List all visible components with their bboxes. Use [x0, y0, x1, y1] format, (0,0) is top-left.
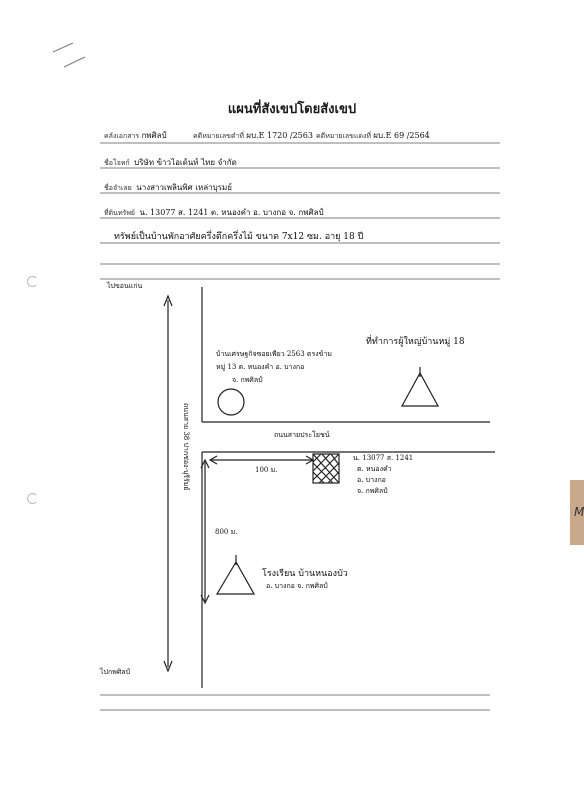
school-label: โรงเรียน บ้านหนองบัว — [262, 569, 348, 579]
north-direction-label: ไปขอนแก่น — [107, 282, 143, 290]
document-title: แผนที่สังเขปโดยสังเขป — [227, 102, 357, 117]
landmark-triangle — [402, 373, 438, 406]
property-field: ที่ดินทรัพย์ น. 13077 ส. 1241 ต. หนองคำ อ. บางกอ จ. กพศิลป์ — [104, 208, 324, 217]
pen-marks — [53, 43, 85, 67]
parcel-info-line: จ. กพศิลป์ — [357, 487, 388, 495]
school-label: อ. บางกอ จ. กพศิลป์ — [266, 582, 328, 590]
defendant-field: ชื่อจำเลย นางสาวเพลินพิศ เหล่าบุรมย์ — [104, 183, 232, 192]
south-direction-label: ไปกพศิลป์ — [100, 668, 130, 676]
village-office-label: ที่ทำการผู้ใหญ่บ้านหมู่ 18 — [366, 337, 465, 347]
property-description: ทรัพย์เป็นบ้านพักอาศัยครึ่งตึกครึ่งไม้ ขนาด 7x12 ซม. อายุ 18 ปี — [114, 232, 364, 242]
landmark-circle-line: หมู่ 13 ต. หนองคำ อ. บางกอ — [216, 363, 305, 371]
archive-field: คลังเอกสาร กพศิลป์ — [104, 131, 167, 140]
distance-h-label: 100 ม. — [255, 466, 278, 474]
plaintiff-field: ชื่อโจทก์ บริษัท ข้าวไอเด้นท์ ไทย จำกัด — [104, 158, 237, 167]
landmark-circle — [218, 389, 244, 415]
road-label: ถนนสายประโยชน์ — [274, 431, 330, 439]
highway-label: ถนนสาย 38 ปากช่อง-บุรีรัมย์ — [182, 403, 190, 491]
landmark-circle-line: บ้านเศรษฐกิจซอยเพียว 2563 ตรงข้าม — [216, 350, 332, 358]
parcel-info-line: ต. หนองคำ — [357, 465, 392, 473]
distance-v-label: 800 ม. — [215, 528, 238, 536]
parcel-info-line: น. 13077 ส. 1241 — [353, 454, 414, 462]
side-tab-mark: M — [574, 505, 584, 519]
landmark-circle-line: จ. กพศิลป์ — [232, 376, 263, 384]
parcel-info-line: อ. บางกอ — [357, 476, 386, 484]
black-case-field: คดีหมายเลขดำที่ ผบ.E 1720 /2563 — [193, 131, 313, 140]
school-triangle — [217, 562, 254, 594]
red-case-field: คดีหมายเลขแดงที่ ผบ.E 69 /2564 — [316, 131, 430, 140]
form-ruled-lines — [100, 143, 500, 710]
